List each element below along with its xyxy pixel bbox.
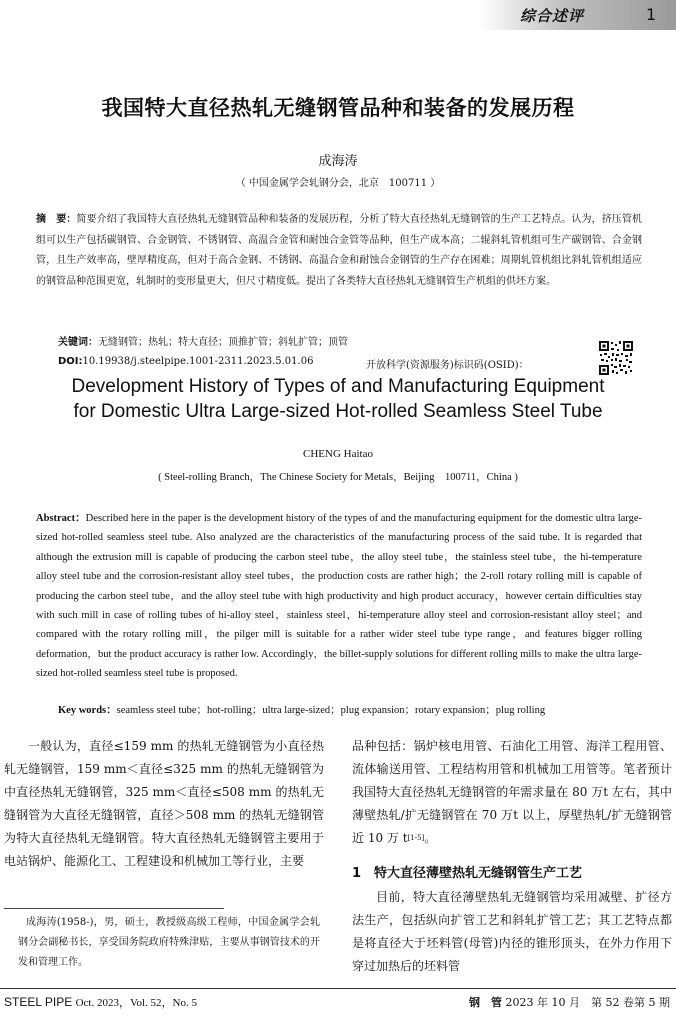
author-footnote [18,913,320,973]
footnote-divider [4,908,224,909]
footer-issue-en: Oct. 2023，Vol. 52，No. 5 [75,997,198,1009]
body-right-text-1-end: 。 [424,831,437,845]
body-right-paragraph-1 [352,735,672,850]
title-english-line2: for Domestic Ultra Large-sized Hot-rolled Seamless Steel Tube [73,401,603,422]
section-label: 综合述评 [520,7,585,25]
keywords-english [58,702,545,717]
header-white [0,0,500,30]
footer-right [469,994,670,1010]
doi-line [58,356,313,367]
keywords-chinese [58,333,348,348]
keywords-label-cn: 关键词： [58,337,98,348]
keywords-text-en: seamless steel tube；hot-rolling；ultra large-sized；plug expansion；rotary expansion；plug rolling [116,705,546,716]
footer-journal-cn: 钢 管 [469,996,503,1009]
footer-left [4,994,197,1010]
abstract-label-en: Abstract： [36,513,86,524]
abstract-text-en: Described here in the paper is the development history of the types of and the manufacturing equipment for the domestic ultra large-sized hot-rolled seamless steel tube. Also analyzed are the characteristics of the manufacturing process of the said tube. It is regarded that although the extrusion mill is capable of producing the carbon steel tube，the alloy steel tube，the stainless steel tube，the hi-temperature alloy steel tube and the corrosion-resistant alloy steel tubes，the production costs are rather high；the 2-roll rotary rolling mill is capable of producing the carbon steel tube，and the alloy steel tube with high productivity and high product accuracy，however certain difficulties stay with such mill in case of rolling tubes of hi-alloy steel，stainless steel，hi-temperature alloy steel and corrosion-resistant alloy steel；and compared with the rotary rolling mill，the pilger mill is suitable for a rather wider steel tube type range，and features bigger rolling deformation，but the product accuracy is rather low. Accordingly，the billet-supply solutions for different rolling mills to make the ultra large-sized hot-rolled seamless steel tube is proposed. [36,513,642,680]
body-left-column [4,735,324,873]
page-number: 1 [646,5,657,24]
keywords-text-cn: 无缝钢管；热轧；特大直径；顶推扩管；斜轧扩管；顶管 [98,337,348,348]
title-chinese: 我国特大直径热轧无缝钢管品种和装备的发展历程 [101,96,575,120]
osid-label: 开放科学(资源服务)标识码(OSID)： [366,360,529,371]
body-right-text-1: 品种包括：锅炉核电用管、石油化工用管、海洋工程用管、流体输送用管、工程结构用管和机械加工用管等。笔者预计我国特大直径热轧无缝钢管的年需求量在 80 万t 左右，其中薄壁热轧/扩无缝钢管在 70 万t 以上，厚壁热轧/扩无缝钢管近 10 万 t [352,739,672,845]
keywords-label-en: Key words： [58,705,117,716]
title-english [0,374,676,424]
body-right-paragraph-2: 目前，特大直径薄壁热轧无缝钢管均采用减壁、扩径方法生产，包括纵向扩管工艺和斜轧扩管工艺；其工艺特点都是将直径大于坯料管(母管)内径的锥形顶头，在外力作用下穿过加热后的坯料管 [352,890,672,973]
abstract-english [36,509,642,684]
affiliation-chinese: （ 中国金属学会轧钢分会，北京 100711 ） [235,178,441,189]
doi-label: DOI: [58,356,83,367]
title-english-line1: Development History of Types of and Manufacturing Equipment [71,376,605,397]
body-left-paragraph: 一般认为，直径≤159 mm 的热轧无缝钢管为小直径热轧无缝钢管，159 mm＜直径≤325 mm 的热轧无缝钢管为中直径热轧无缝钢管，325 mm＜直径≤508 mm 的热轧无缝钢管为大直径无缝钢管，直径＞508 mm 的热轧无缝钢管为特大直径热轧无缝钢管。特大直径热轧无缝钢管主要用于电站锅炉、能源化工、工程建设和机械加工等行业，主要 [4,739,324,868]
doi-value: 10.19938/j.steelpipe.1001-2311.2023.5.01.06 [82,356,314,367]
abstract-text-cn: 简要介绍了我国特大直径热轧无缝钢管品种和装备的发展历程，分析了特大直径热轧无缝钢管的生产工艺特点。认为，挤压管机组可以生产包括碳钢管、合金钢管、不锈钢管、高温合金管和耐蚀合金管等品种，但生产成本高；二辊斜轧管机组可生产碳钢管、合金钢管，且生产效率高，壁厚精度高，但对于高合金钢、不锈钢、高温合金和耐蚀合金钢管的生产存在困难；周期轧管机组比斜轧管机组适应的钢管品种范围更宽，轧制时的变形量更大，但尺寸精度低。提出了各类特大直径热轧无缝钢管生产机组的供坯方案。 [36,214,643,287]
citation-ref: [1-5] [407,834,425,842]
abstract-label-cn: 摘 要： [36,214,77,225]
author-english: CHENG Haitao [303,448,373,460]
author-chinese: 成海涛 [318,154,358,169]
abstract-chinese [36,210,642,292]
header-bar [0,0,676,30]
affiliation-english: ( Steel-rolling Branch，The Chinese Society for Metals，Beijing 100711，China ) [158,472,518,483]
body-right-column [352,735,672,978]
footnote-text: 成海涛(1958-)，男，硕士，教授级高级工程师，中国金属学会轧钢分会副秘书长，享受国务院政府特殊津贴，主要从事钢管技术的开发和管理工作。 [18,917,320,968]
section-heading-1: 1 特大直径薄壁热轧无缝钢管生产工艺 [352,866,583,881]
qr-code-icon [598,340,634,376]
footer-divider [0,988,676,989]
footer-journal-en: STEEL PIPE [4,995,73,1009]
footer-issue-cn: 2023 年 10 月 第 52 卷第 5 期 [505,996,670,1009]
